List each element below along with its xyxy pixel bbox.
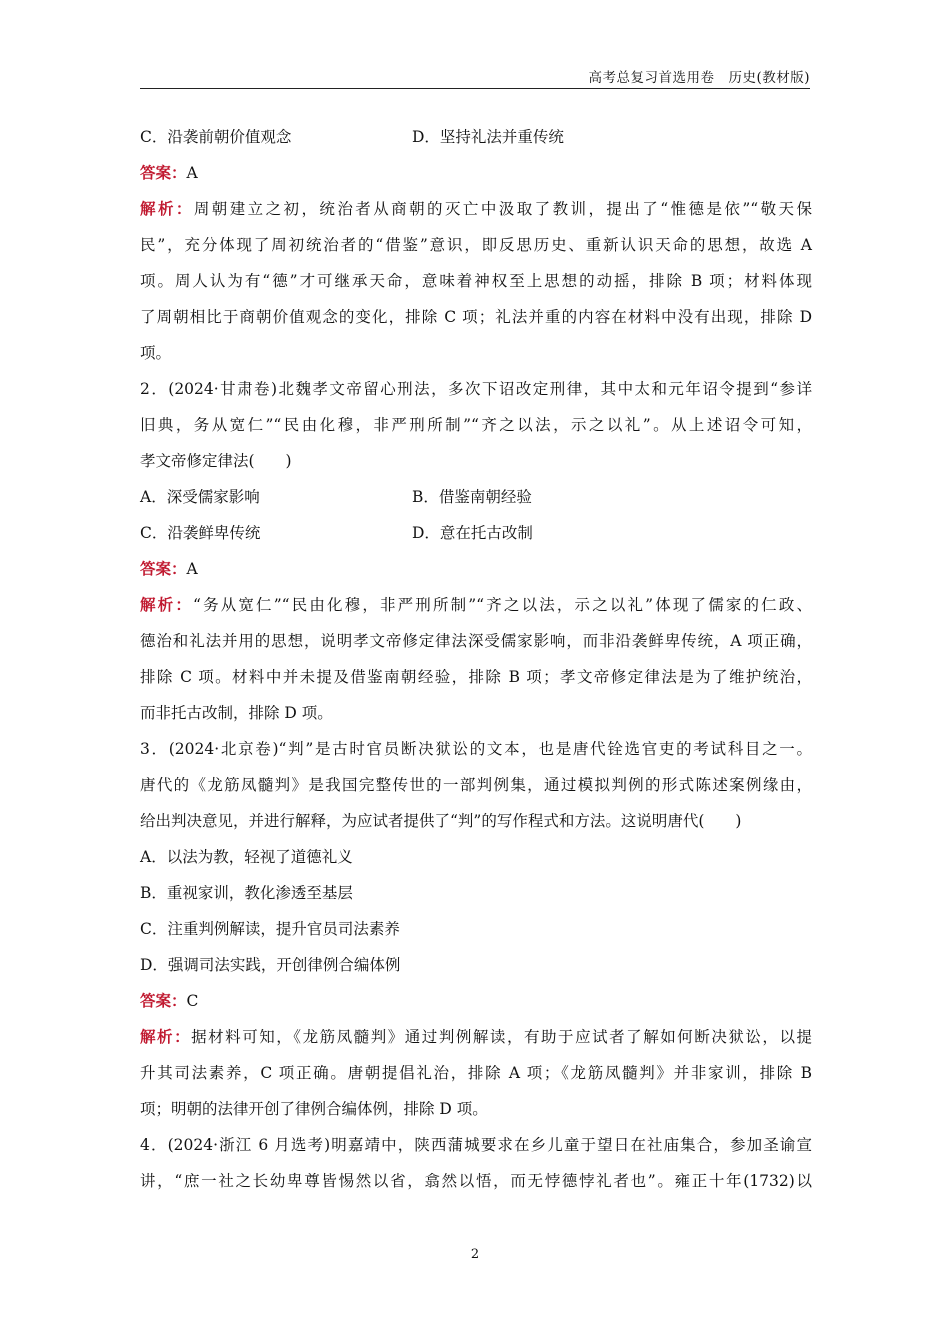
q3-option-a: A．以法为教，轻视了道德礼义 <box>140 848 353 866</box>
answer-value: A <box>186 560 198 578</box>
answer-label: 答案： <box>140 163 187 182</box>
analysis-label: 解析： <box>140 199 194 218</box>
q2-option-d: D．意在托古改制 <box>412 524 533 542</box>
q1-analysis-line: 项。 <box>140 344 172 362</box>
q2-analysis-line: 排除 C 项。材料中并未提及借鉴南朝经验，排除 B 项；孝文帝修定律法是为了维护统治， <box>140 668 812 686</box>
q2-stem-line: 孝文帝修定律法( ) <box>140 452 292 470</box>
q2-stem-line: 2．(2024·甘肃卷)北魏孝文帝留心刑法，多次下诏改定刑律，其中太和元年诏令提到“参详 <box>140 380 812 398</box>
analysis-text: “务从宽仁”“民由化穆，非严刑所制”“齐之以法，示之以礼”体现了儒家的仁政、 <box>192 596 812 614</box>
q4-stem-line: 4．(2024·浙江 6 月选考)明嘉靖中，陕西蒲城要求在乡儿童于望日在社庙集合，参加圣谕宣 <box>140 1136 812 1154</box>
q3-analysis-line: 项；明朝的法律开创了律例合编体例，排除 D 项。 <box>140 1100 488 1118</box>
q3-option-c: C．注重判例解读，提升官员司法素养 <box>140 920 400 938</box>
q4-stem-line: 讲，“庶一社之长幼卑尊皆惕然以省，翕然以悟，而无悖德悖礼者也”。雍正十年(1732)以 <box>140 1172 812 1190</box>
q2-option-c: C．沿袭鲜卑传统 <box>140 524 261 542</box>
answer-label: 答案： <box>140 991 187 1010</box>
page-number: 2 <box>470 1247 480 1262</box>
q1-analysis-line <box>140 191 812 227</box>
q3-analysis-line: 升其司法素养，C 项正确。唐朝提倡礼治，排除 A 项；《龙筋凤髓判》并非家训，排除 B <box>140 1064 812 1082</box>
page-header <box>140 62 810 89</box>
answer-value: C <box>186 992 199 1010</box>
q1-answer <box>140 155 812 191</box>
q2-option-b: B．借鉴南朝经验 <box>412 488 532 506</box>
analysis-text: 据材料可知，《龙筋凤髓判》通过判例解读，有助于应试者了解如何断决狱讼，以提 <box>191 1028 812 1046</box>
analysis-label: 解析： <box>140 595 193 614</box>
answer-value: A <box>186 164 198 182</box>
q2-stem-line: 旧典，务从宽仁”“民由化穆，非严刑所制”“齐之以法，示之以礼”。从上述诏令可知， <box>140 416 812 434</box>
q2-analysis-line: 德治和礼法并用的思想，说明孝文帝修定律法深受儒家影响，而非沿袭鲜卑传统，A 项正确， <box>140 632 812 650</box>
q3-answer <box>140 983 812 1019</box>
q1-option-c: C．沿袭前朝价值观念 <box>140 128 292 146</box>
q3-analysis-line <box>140 1019 812 1055</box>
header-title: 高考总复习首选用卷 历史(教材版) <box>588 70 810 86</box>
q2-answer <box>140 551 812 587</box>
answer-label: 答案： <box>140 559 187 578</box>
q1-analysis-line: 民”，充分体现了周初统治者的“借鉴”意识，即反思历史、重新认识天命的思想，故选 A <box>140 236 812 254</box>
q2-option-a: A．深受儒家影响 <box>140 488 260 506</box>
q2-options-row <box>140 479 812 515</box>
q1-analysis-line: 了周朝相比于商朝价值观念的变化，排除 C 项；礼法并重的内容在材料中没有出现，排除 D <box>140 308 812 326</box>
q1-analysis-line: 项。周人认为有“德”才可继承天命，意味着神权至上思想的动摇，排除 B 项；材料体现 <box>140 272 812 290</box>
q2-analysis-line <box>140 587 812 623</box>
q3-stem-line: 给出判决意见，并进行解释，为应试者提供了“判”的写作程式和方法。这说明唐代( ) <box>140 812 742 830</box>
q1-options-row <box>140 119 812 155</box>
q3-option-b: B．重视家训，教化渗透至基层 <box>140 884 353 902</box>
q3-stem-line: 唐代的《龙筋凤髓判》是我国完整传世的一部判例集，通过模拟判例的形式陈述案例缘由， <box>140 776 812 794</box>
analysis-label: 解析： <box>140 1027 192 1046</box>
analysis-text: 周朝建立之初，统治者从商朝的灭亡中汲取了教训，提出了“惟德是依”“敬天保 <box>193 200 812 218</box>
q3-option-d: D．强调司法实践，开创律例合编体例 <box>140 956 401 974</box>
page-content <box>140 119 812 1199</box>
q3-stem-line: 3．(2024·北京卷)“判”是古时官员断决狱讼的文本，也是唐代铨选官吏的考试科目之一。 <box>140 740 812 758</box>
q1-option-d: D．坚持礼法并重传统 <box>412 128 564 146</box>
q2-analysis-line: 而非托古改制，排除 D 项。 <box>140 704 333 722</box>
q2-options-row <box>140 515 812 551</box>
